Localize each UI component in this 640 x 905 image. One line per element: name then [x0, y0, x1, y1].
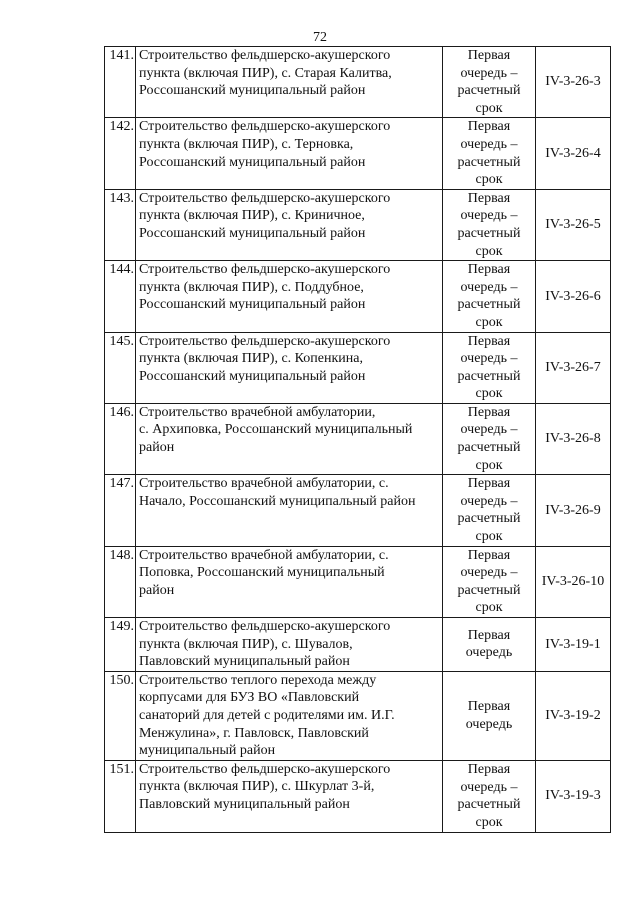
object-name: Строительство фельдшерско-акушерского пункта (включая ПИР), с. Поддубное, Россошанский муниципальный район [139, 262, 391, 313]
stage-cell [443, 261, 536, 332]
table-row [105, 475, 611, 546]
implementation-stage: Первая очередь – расчетный срок [457, 190, 521, 259]
row-number: 146. [105, 403, 136, 474]
row-number: 147. [105, 475, 136, 546]
implementation-stage: Первая очередь – расчетный срок [457, 119, 521, 188]
object-name: Строительство фельдшерско-акушерского пункта (включая ПИР), с. Шкурлат 3-й, Павловский муниципальный район [139, 761, 391, 812]
object-code: IV-3-26-5 [536, 189, 611, 260]
stage-cell [443, 671, 536, 760]
object-code: IV-3-26-7 [536, 332, 611, 403]
stage-cell [443, 47, 536, 118]
object-name: Строительство врачебной амбулатории, с. Поповка, Россошанский муниципальный район [139, 547, 389, 598]
object-name: Строительство теплого перехода между корпусами для БУЗ ВО «Павловский санаторий для детей с родителями им. И.Г. Менжулина», г. Павловск, Павловский муниципальный район [139, 672, 395, 759]
table-row [105, 671, 611, 760]
object-name-cell [136, 332, 443, 403]
row-number: 143. [105, 189, 136, 260]
object-code: IV-3-26-4 [536, 118, 611, 189]
implementation-stage: Первая очередь – расчетный срок [457, 48, 521, 116]
stage-cell [443, 618, 536, 672]
row-number: 150. [105, 671, 136, 760]
table-row [105, 332, 611, 403]
row-number: 148. [105, 546, 136, 617]
objects-table [104, 46, 611, 833]
row-number: 145. [105, 332, 136, 403]
implementation-stage: Первая очередь – расчетный срок [457, 762, 521, 830]
object-name: Строительство врачебной амбулатории, с. Начало, Россошанский муниципальный район [139, 476, 416, 509]
object-name-cell [136, 403, 443, 474]
object-code: IV-3-26-9 [536, 475, 611, 546]
stage-cell [443, 546, 536, 617]
row-number: 142. [105, 118, 136, 189]
row-number: 149. [105, 618, 136, 672]
object-code: IV-3-19-2 [536, 671, 611, 760]
object-name-cell [136, 760, 443, 832]
object-name-cell [136, 671, 443, 760]
stage-cell [443, 332, 536, 403]
implementation-stage: Первая очередь – расчетный срок [457, 333, 521, 402]
implementation-stage: Первая очередь [465, 699, 513, 732]
table-row [105, 261, 611, 332]
table-row [105, 118, 611, 189]
row-number: 144. [105, 261, 136, 332]
object-name-cell [136, 618, 443, 672]
stage-cell [443, 403, 536, 474]
object-code: IV-3-26-6 [536, 261, 611, 332]
object-code: IV-3-26-8 [536, 403, 611, 474]
object-name: Строительство фельдшерско-акушерского пункта (включая ПИР), с. Шувалов, Павловский муниципальный район [139, 619, 391, 670]
object-name: Строительство фельдшерско-акушерского пункта (включая ПИР), с. Криничное, Россошанский муниципальный район [139, 190, 391, 241]
implementation-stage: Первая очередь – расчетный срок [457, 476, 521, 545]
object-code: IV-3-19-1 [536, 618, 611, 672]
table-row [105, 189, 611, 260]
object-name-cell [136, 261, 443, 332]
table-row [105, 546, 611, 617]
object-name: Строительство врачебной амбулатории, с. Архиповка, Россошанский муниципальный район [139, 404, 413, 456]
object-name-cell [136, 475, 443, 546]
object-code: IV-3-19-3 [536, 760, 611, 832]
row-number: 141. [105, 47, 136, 118]
implementation-stage: Первая очередь – расчетный срок [457, 262, 521, 330]
object-name-cell [136, 189, 443, 260]
implementation-stage: Первая очередь [465, 627, 513, 661]
row-number: 151. [105, 760, 136, 832]
object-code: IV-3-26-3 [536, 47, 611, 118]
implementation-stage: Первая очередь – расчетный срок [457, 547, 521, 616]
table-row [105, 760, 611, 832]
stage-cell [443, 760, 536, 832]
stage-cell [443, 189, 536, 260]
object-name-cell [136, 47, 443, 118]
table-row [105, 403, 611, 474]
object-name: Строительство фельдшерско-акушерского пункта (включая ПИР), с. Терновка, Россошанский муниципальный район [139, 119, 391, 170]
object-name-cell [136, 546, 443, 617]
stage-cell [443, 475, 536, 546]
object-name: Строительство фельдшерско-акушерского пункта (включая ПИР), с. Копенкина, Россошанский муниципальный район [139, 333, 391, 384]
page-number: 72 [313, 30, 327, 45]
table-row [105, 618, 611, 672]
object-code: IV-3-26-10 [536, 546, 611, 617]
stage-cell [443, 118, 536, 189]
object-name: Строительство фельдшерско-акушерского пункта (включая ПИР), с. Старая Калитва, Россошанский муниципальный район [139, 48, 392, 99]
object-name-cell [136, 118, 443, 189]
implementation-stage: Первая очередь – расчетный срок [457, 404, 521, 473]
table-row [105, 47, 611, 118]
